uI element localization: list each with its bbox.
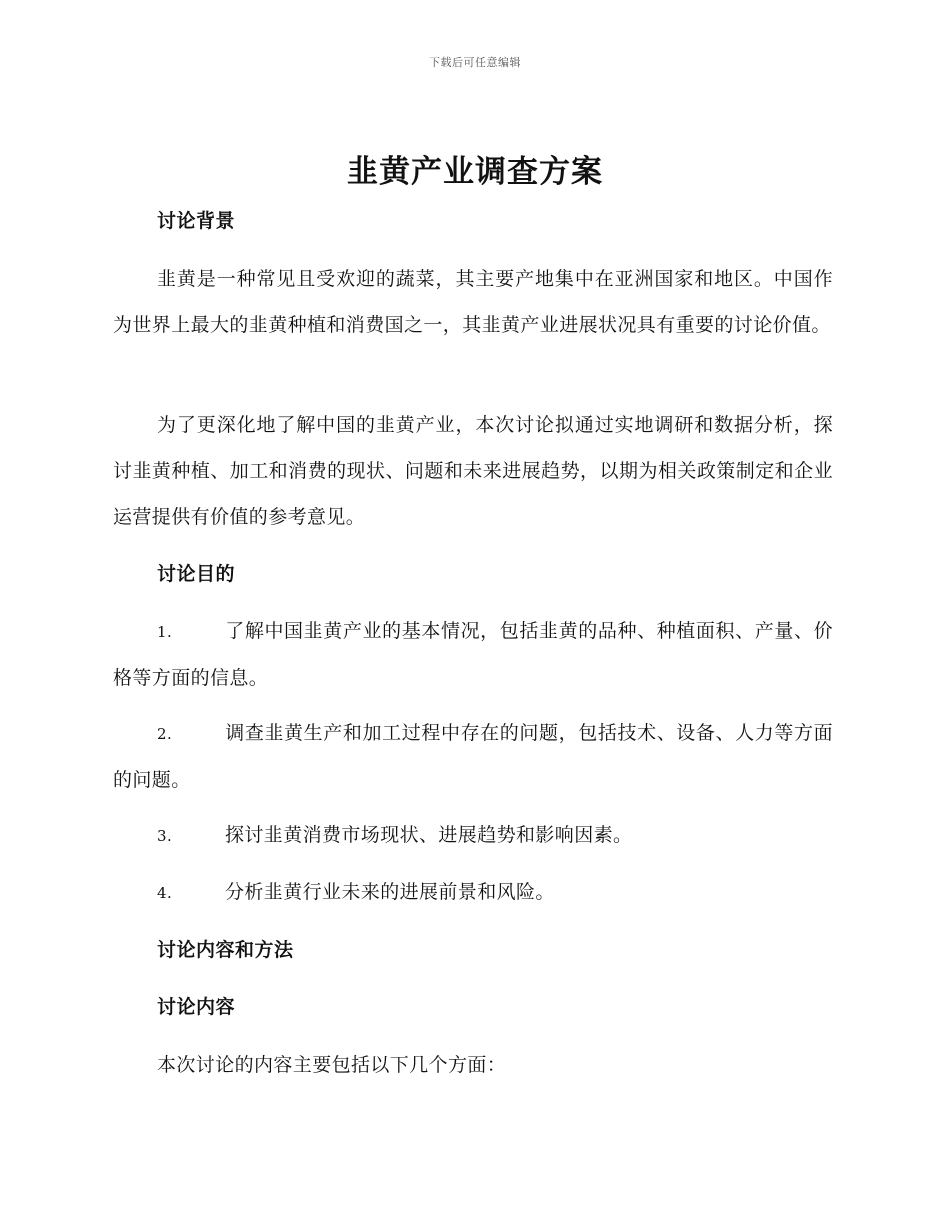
list-item-number: 4. <box>157 884 173 902</box>
section-heading-content-method: 讨论内容和方法 <box>157 939 294 961</box>
purpose-list-item-4 <box>113 869 833 916</box>
list-item-number: 2. <box>157 725 173 743</box>
background-paragraph-1: 韭黄是一种常见且受欢迎的蔬菜，其主要产地集中在亚洲国家和地区。中国作为世界上最大的韭黄种植和消费国之一，其韭黄产业进展状况具有重要的讨论价值。 <box>113 268 833 336</box>
header-note: 下载后可任意编辑 <box>429 56 521 69</box>
list-item-number: 3. <box>157 827 173 845</box>
purpose-list-item-2 <box>113 710 833 803</box>
section-heading-purpose: 讨论目的 <box>157 563 236 585</box>
list-item-text: 分析韭黄行业未来的进展前景和风险。 <box>225 881 555 903</box>
list-item-text: 调查韭黄生产和加工过程中存在的问题，包括技术、设备、人力等方面的问题。 <box>113 722 833 791</box>
section-heading-background: 讨论背景 <box>157 210 236 232</box>
document-title: 韭黄产业调查方案 <box>347 154 603 190</box>
section-heading-content: 讨论内容 <box>157 996 236 1018</box>
list-item-text: 探讨韭黄消费市场现状、进展趋势和影响因素。 <box>225 824 633 846</box>
list-item-number: 1. <box>157 623 173 641</box>
purpose-list-item-1 <box>113 608 833 701</box>
list-item-text: 了解中国韭黄产业的基本情况，包括韭黄的品种、种植面积、产量、价格等方面的信息。 <box>113 620 833 689</box>
background-paragraph-2: 为了更深化地了解中国的韭黄产业，本次讨论拟通过实地调研和数据分析，探讨韭黄种植、加工和消费的现状、问题和未来进展趋势，以期为相关政策制定和企业运营提供有价值的参考意见。 <box>113 414 833 528</box>
purpose-list-item-3 <box>113 812 833 859</box>
content-intro-paragraph: 本次讨论的内容主要包括以下几个方面： <box>157 1054 507 1076</box>
